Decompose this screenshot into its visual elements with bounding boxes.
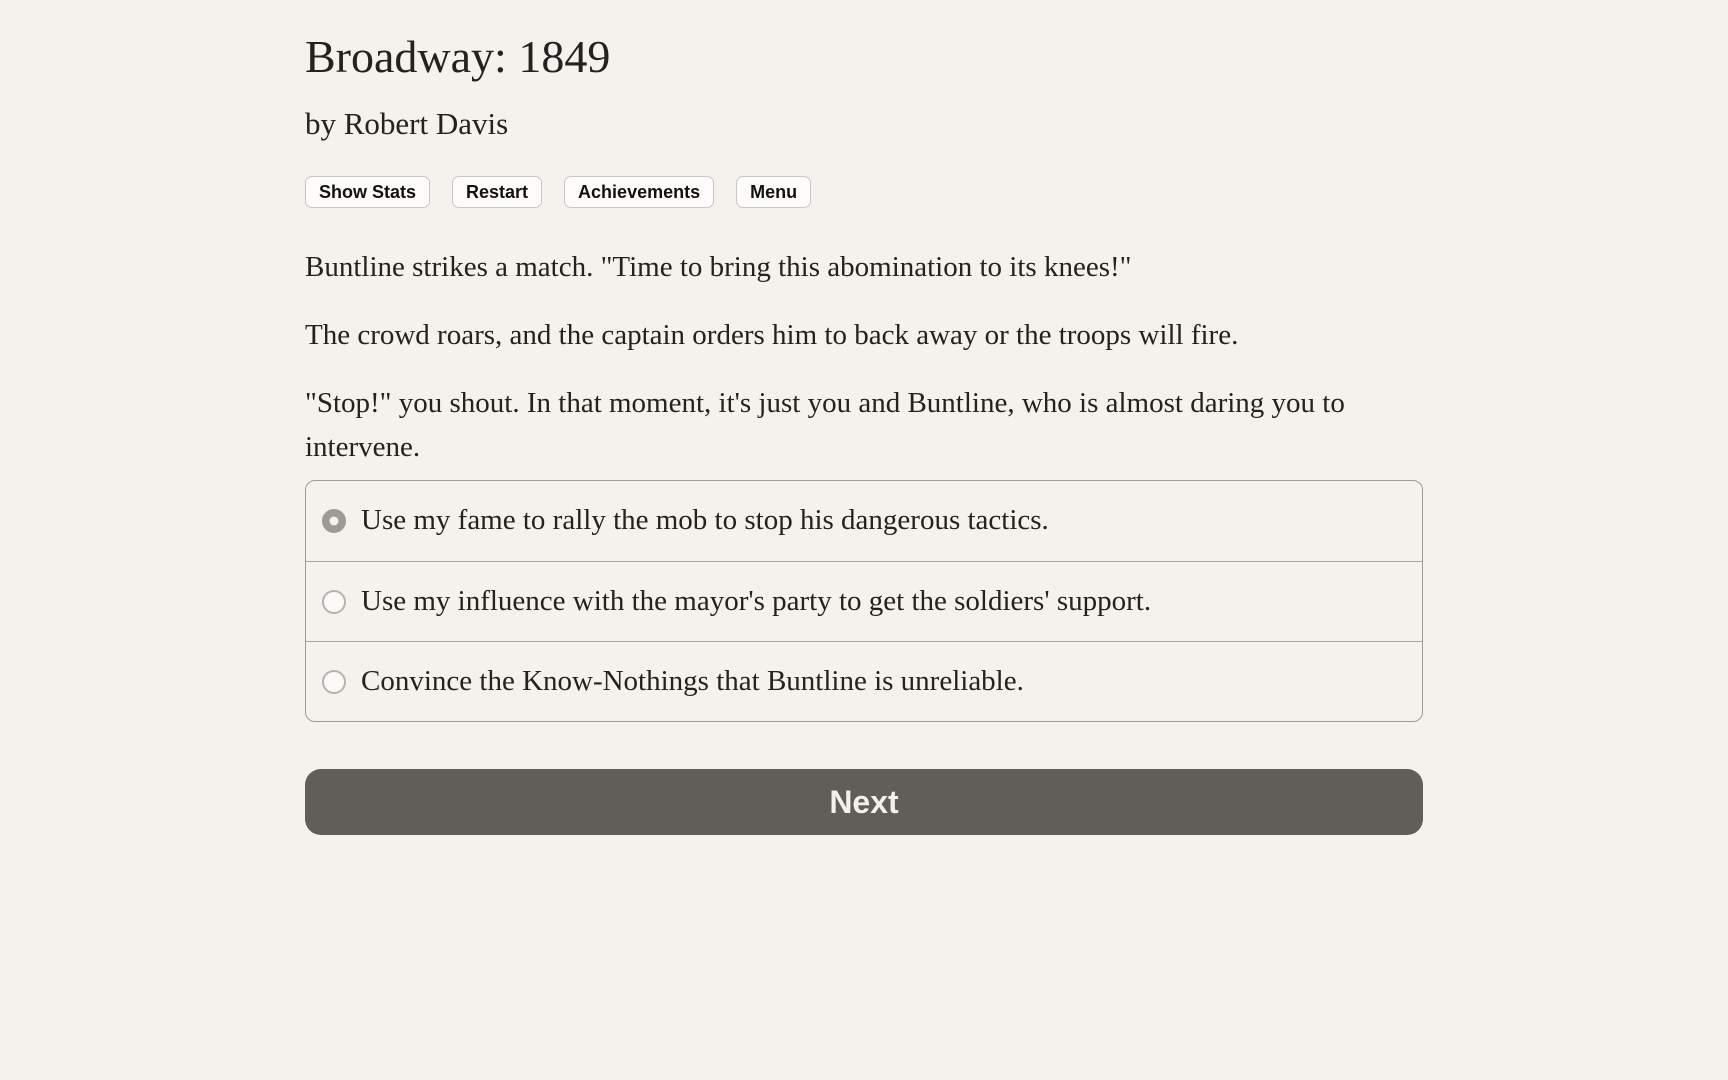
- choice-option-rally-mob[interactable]: [306, 481, 1422, 561]
- menu-button[interactable]: Menu: [736, 176, 811, 208]
- story-paragraph: The crowd roars, and the captain orders him to back away or the troops will fire.: [305, 319, 1239, 352]
- show-stats-button[interactable]: Show Stats: [305, 176, 430, 208]
- choice-option-know-nothings[interactable]: [306, 641, 1422, 721]
- achievements-button[interactable]: Achievements: [564, 176, 714, 208]
- toolbar: [305, 176, 1423, 208]
- choice-list: [305, 480, 1423, 722]
- story-paragraph: "Stop!" you shout. In that moment, it's just you and Buntline, who is almost daring you to intervene.: [305, 387, 1345, 464]
- radio-button-icon[interactable]: [322, 670, 346, 694]
- radio-button-icon[interactable]: [322, 509, 346, 533]
- choice-option-mayors-party[interactable]: [306, 561, 1422, 641]
- page-title: Broadway: 1849: [305, 31, 611, 82]
- choice-option-label: Use my fame to rally the mob to stop his dangerous tactics.: [361, 504, 1049, 537]
- story-paragraph: Buntline strikes a match. "Time to bring this abomination to its knees!": [305, 251, 1132, 284]
- choice-option-label: Use my influence with the mayor's party to get the soldiers' support.: [361, 584, 1152, 617]
- restart-button[interactable]: Restart: [452, 176, 542, 208]
- choice-option-label: Convince the Know-Nothings that Buntline is unreliable.: [361, 664, 1024, 697]
- game-page: [305, 0, 1423, 835]
- byline: by Robert Davis: [305, 105, 509, 141]
- next-button[interactable]: Next: [305, 769, 1423, 835]
- radio-button-icon[interactable]: [322, 590, 346, 614]
- story-text: [305, 245, 1423, 469]
